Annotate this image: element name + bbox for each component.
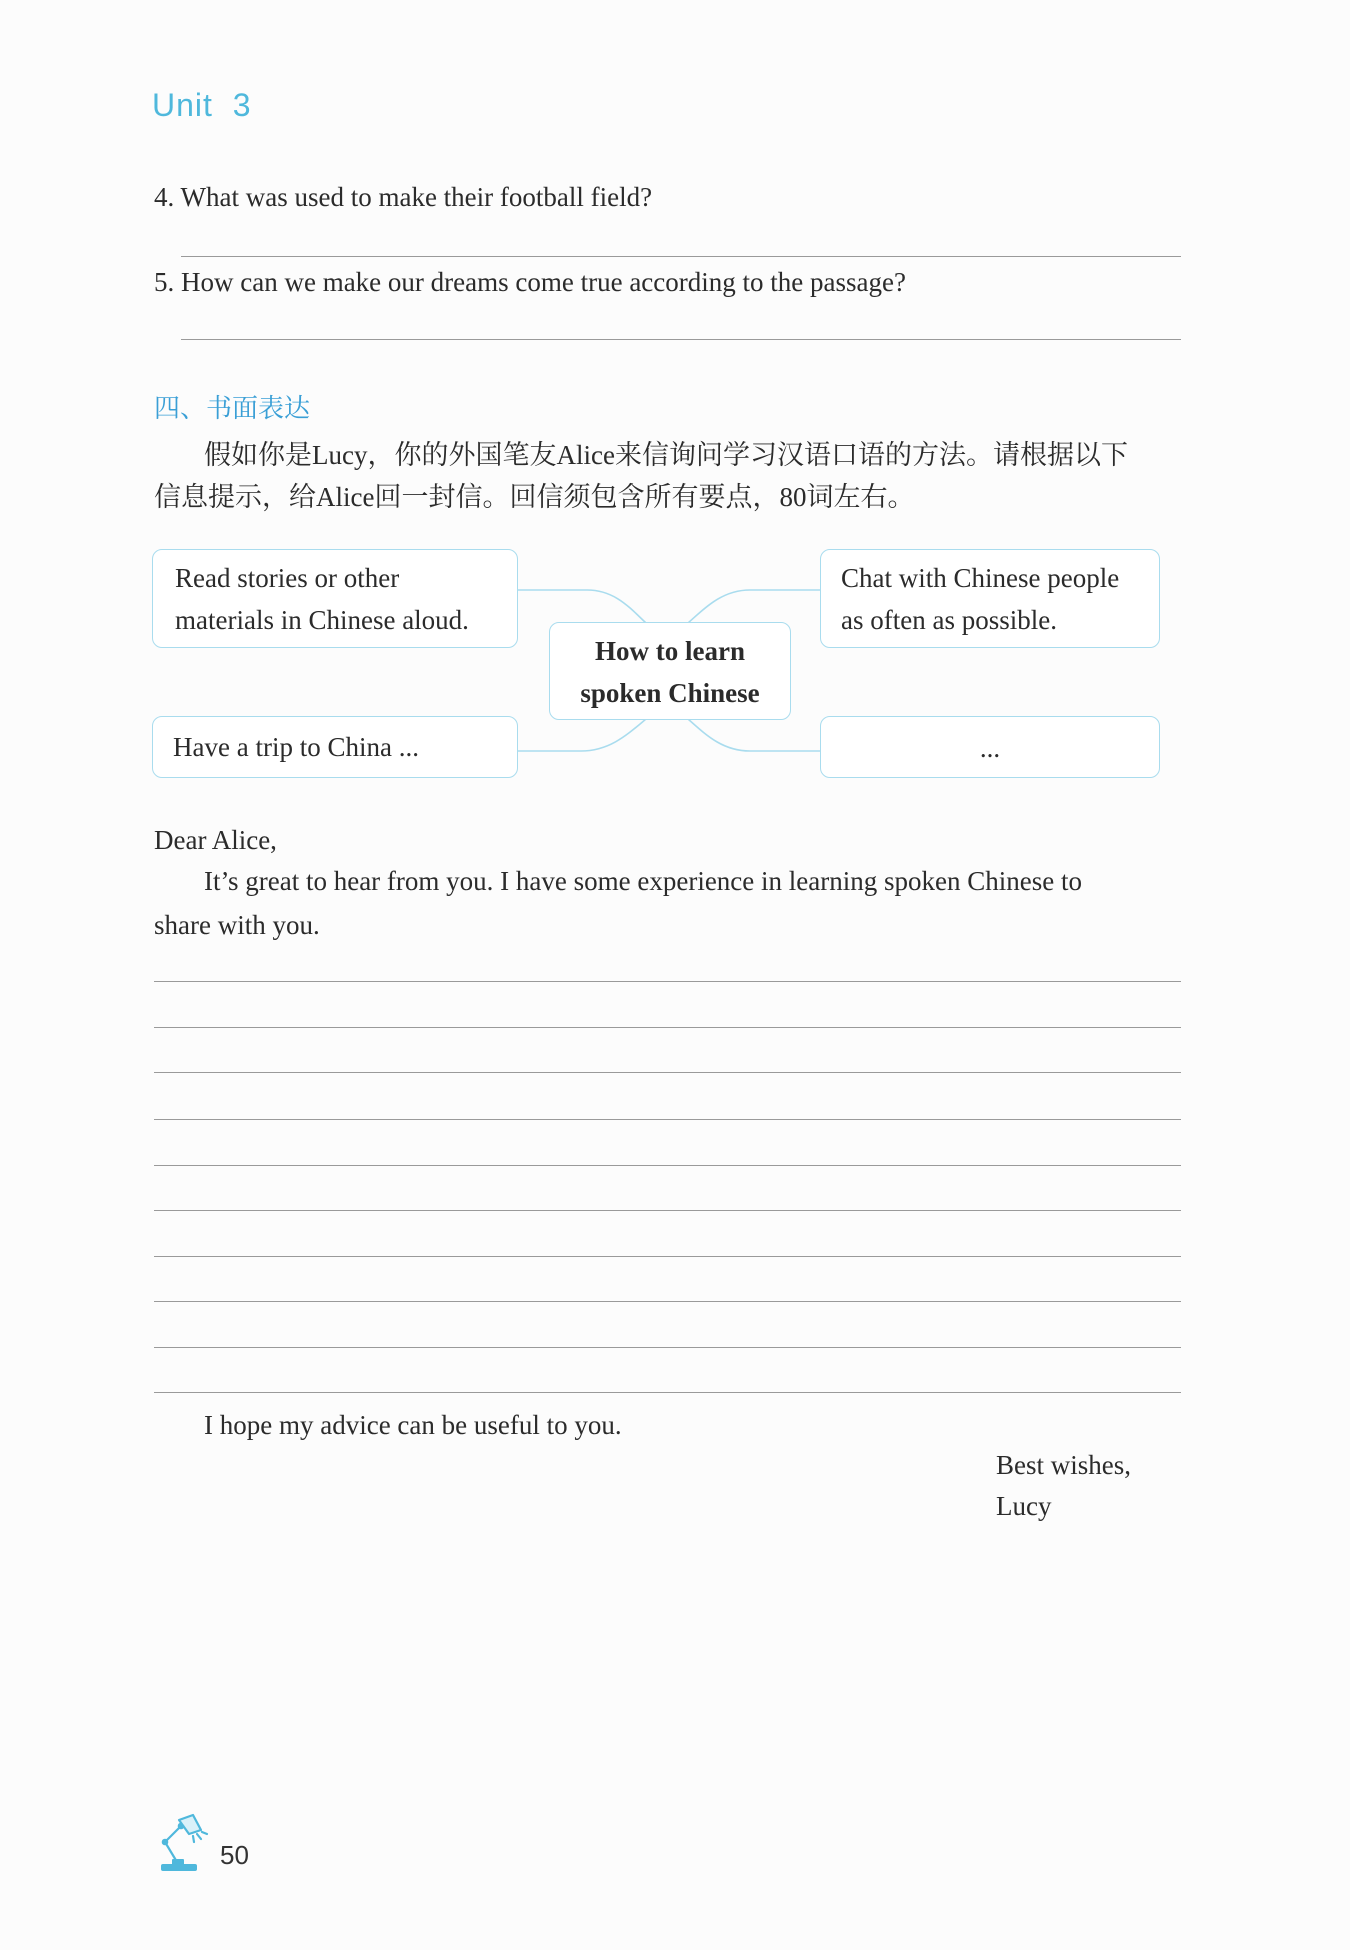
box-text-line: Chat with Chinese people	[841, 563, 1120, 593]
desk-lamp-icon	[155, 1812, 209, 1874]
box-text-line: materials in Chinese aloud.	[175, 605, 469, 635]
letter-closing-sentence: I hope my advice can be useful to you.	[204, 1410, 622, 1440]
letter-greeting: Dear Alice,	[154, 825, 277, 855]
writing-line	[154, 1072, 1181, 1073]
box-text-line: Read stories or other	[175, 563, 400, 593]
question-4: 4. What was used to make their football field?	[154, 182, 653, 212]
letter-signature: Lucy	[996, 1491, 1052, 1521]
mind-map-box-top-left	[152, 549, 518, 648]
center-text-line: How to learn	[595, 636, 745, 666]
connector-top-left	[517, 590, 646, 623]
writing-line	[154, 1347, 1181, 1348]
connector-bottom-left	[517, 719, 646, 751]
instruction-line-1: 假如你是Lucy，你的外国笔友Alice来信询问学习汉语口语的方法。请根据以下	[204, 440, 1128, 470]
writing-line	[154, 1027, 1181, 1028]
connector-bottom-right	[688, 719, 821, 751]
box-text-line: ...	[979, 733, 1001, 763]
writing-line	[154, 1256, 1181, 1257]
writing-line	[154, 1301, 1181, 1302]
instruction-line-2: 信息提示，给Alice回一封信。回信须包含所有要点，80词左右。	[154, 482, 915, 512]
box-text-line: Have a trip to China ...	[173, 732, 419, 762]
mind-map-box-bottom-right	[820, 716, 1160, 778]
writing-line	[154, 1392, 1181, 1393]
box-text-line: as often as possible.	[841, 605, 1057, 635]
writing-line	[154, 981, 1181, 982]
unit-label: Unit 3	[152, 87, 252, 123]
connector-top-right	[688, 590, 821, 623]
mind-map-center-box	[549, 622, 791, 720]
center-text-line: spoken Chinese	[580, 678, 760, 708]
mind-map-box-top-right	[820, 549, 1160, 648]
section-title: 四、书面表达	[154, 394, 311, 423]
question-5: 5. How can we make our dreams come true according to the passage?	[154, 267, 906, 297]
letter-opening-line-1: It’s great to hear from you. I have some experience in learning spoken Chinese to	[204, 866, 1082, 896]
mind-map-box-bottom-left	[152, 716, 518, 778]
page-number: 50	[220, 1840, 249, 1870]
writing-line	[154, 1119, 1181, 1120]
letter-sign-off: Best wishes,	[996, 1450, 1131, 1480]
letter-opening-line-2: share with you.	[154, 910, 320, 940]
writing-line	[154, 1210, 1181, 1211]
writing-line	[154, 1165, 1181, 1166]
